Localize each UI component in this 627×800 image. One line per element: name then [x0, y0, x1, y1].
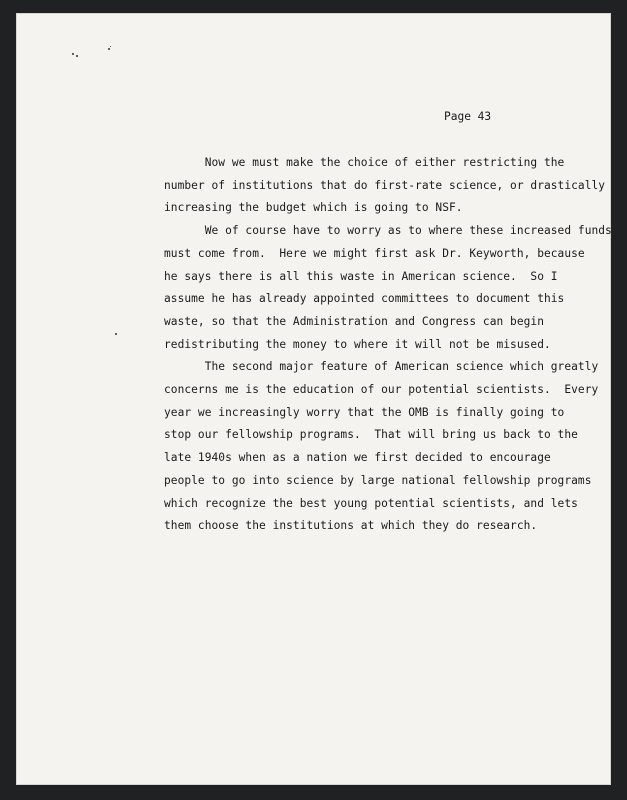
body-line: waste, so that the Administration and Congress can begin	[164, 314, 544, 328]
paper-speck	[110, 46, 111, 47]
paper-speck	[108, 48, 110, 50]
body-line: must come from. Here we might first ask Dr. Keyworth, because	[164, 246, 585, 260]
body-line: people to go into science by large national fellowship programs	[164, 473, 592, 487]
body-line: them choose the institutions at which they do research.	[164, 519, 538, 533]
body-line: redistributing the money to where it will not be misused.	[164, 337, 551, 351]
paper-speck	[76, 55, 78, 57]
paper-speck	[115, 333, 117, 335]
body-line: year we increasingly worry that the OMB is finally going to	[164, 405, 565, 419]
body-line: which recognize the best young potential scientists, and lets	[164, 496, 578, 510]
paper-speck	[72, 53, 74, 55]
page-number: Page 43	[444, 110, 492, 123]
body-line: The second major feature of American science which greatly	[164, 360, 599, 374]
body-line: concerns me is the education of our potential scientists. Every	[164, 383, 599, 396]
body-line: We of course have to worry as to where these increased funds	[164, 224, 612, 238]
body-line: Now we must make the choice of either restricting the	[164, 156, 565, 169]
body-line: stop our fellowship programs. That will bring us back to the	[164, 428, 578, 442]
body-line: number of institutions that do first-rate science, or drastically	[164, 178, 606, 192]
body-line: he says there is all this waste in American science. So I	[164, 269, 558, 283]
body-line: assume he has already appointed committees to document this	[164, 292, 565, 306]
paper-sheet	[16, 13, 611, 785]
body-line: late 1940s when as a nation we first decided to encourage	[164, 451, 551, 465]
body-line: increasing the budget which is going to NSF.	[164, 201, 463, 215]
